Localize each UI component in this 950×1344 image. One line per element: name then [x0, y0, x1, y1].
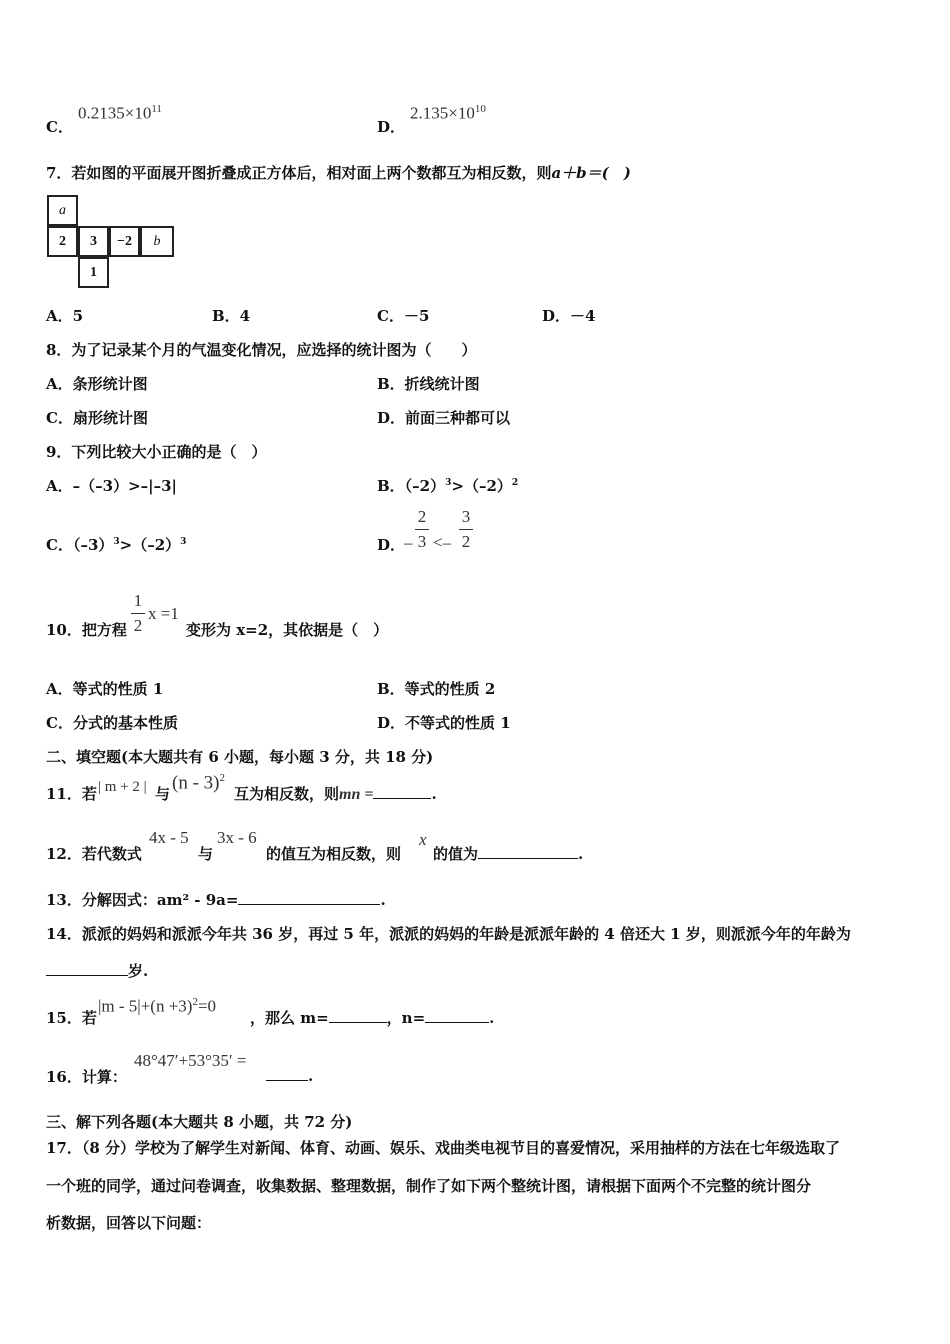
q10-option-b: B．等式的性质 2	[377, 680, 496, 698]
q10-post: 变形为 x=2，其依据是（ ）	[186, 621, 389, 639]
q12-with: 与	[198, 845, 214, 863]
q11-pre: 11．若	[46, 785, 97, 803]
q12-pre: 12．若代数式	[46, 845, 142, 863]
q12-post: 的值为 .	[433, 845, 584, 863]
q10-pre: 10．把方程	[46, 621, 127, 639]
q9-d-fraction-1: 2 3	[415, 507, 429, 552]
net-cell-1: 1	[78, 257, 109, 288]
q17-line-3: 析数据，回答以下问题：	[46, 1214, 212, 1232]
q13: 13．分解因式：am² - 9a= .	[46, 891, 386, 909]
q9-d-fraction-2: 3 2	[459, 507, 473, 552]
q7-option-b: B．4	[212, 307, 251, 325]
q16-expr: 48°47′+53°35′ =	[134, 1051, 247, 1070]
q6-option-d-label: D．	[377, 118, 406, 136]
q9-option-d-label: D．	[377, 536, 406, 554]
q17-line-2: 一个班的同学，通过问卷调查，收集数据、整理数据，制作了如下两个整统计图，请根据下面两个不完整的统计图分	[46, 1177, 812, 1195]
q6-option-c-label: C．	[46, 118, 73, 136]
section-3-heading: 三、解下列各题(本大题共 8 小题，共 72 分)	[46, 1113, 353, 1131]
q8-option-c: C．扇形统计图	[46, 409, 148, 427]
q9-d-less-than: <–	[433, 533, 452, 552]
q8-stem: 8．为了记录某个月的气温变化情况，应选择的统计图为（ ）	[46, 341, 477, 359]
q7-stem: 7．若如图的平面展开图折叠成正方体后，相对面上两个数都互为相反数，则a＋b＝( )	[46, 164, 631, 182]
q9-d-minus: –	[404, 533, 413, 552]
q10-option-c: C．分式的基本性质	[46, 714, 178, 732]
q10-fraction: 1 2	[131, 591, 145, 636]
q12-expr-2: 3x - 6	[217, 828, 257, 847]
q6-option-d-value: $2.135\times 10^{10}$	[410, 103, 486, 123]
q16-pre: 16．计算：	[46, 1068, 127, 1086]
q7-option-c: C．－5	[377, 307, 430, 325]
q8-option-a: A．条形统计图	[46, 375, 148, 393]
net-cell-a: a	[47, 195, 78, 226]
q11-post: 互为相反数，则mn = .	[234, 785, 437, 803]
q6-option-c-value: $0.2135\times 10^{11}$	[78, 103, 162, 123]
q15-post: ，那么 m= ，n= .	[250, 1009, 495, 1027]
q12-x: x	[419, 830, 427, 849]
q12-mid: 的值互为相反数，则	[266, 845, 402, 863]
q17-line-1: 17．（8 分）学校为了解学生对新闻、体育、动画、娱乐、戏曲类电视节目的喜爱情况，采用抽样的方法在七年级选取了	[46, 1139, 841, 1157]
q14-line-2: 岁.	[46, 960, 148, 981]
q11-with: 与	[155, 785, 171, 803]
q15-pre: 15．若	[46, 1009, 97, 1027]
q9-option-b: B．$(-2)^3>(-2)^2$	[377, 477, 519, 495]
q9-stem: 9．下列比较大小正确的是（ ）	[46, 443, 267, 461]
q11-abs: | m + 2 |	[98, 779, 147, 795]
q10-option-d: D．不等式的性质 1	[377, 714, 511, 732]
section-2-heading: 二、填空题(本大题共有 6 小题，每小题 3 分，共 18 分)	[46, 748, 434, 766]
q15-expr: $|m - 5|+(n +3)^2=0$	[98, 996, 217, 1016]
q10-option-a: A．等式的性质 1	[46, 680, 164, 698]
q9-option-a: A．–（–3）>–|–3|	[46, 477, 177, 495]
q8-option-d: D．前面三种都可以	[377, 409, 511, 427]
net-cell-minus2: −2	[109, 226, 140, 257]
net-cell-2: 2	[47, 226, 78, 257]
q7-option-a: A．5	[46, 307, 84, 325]
q7-option-d: D．－4	[542, 307, 596, 325]
q10-equation: x =1	[148, 604, 179, 623]
net-cell-b: b	[140, 226, 174, 257]
q16-blank: .	[266, 1066, 313, 1085]
q9-option-c: C．$(-3)^3>(-2)^3$	[46, 536, 187, 554]
q8-option-b: B．折线统计图	[377, 375, 480, 393]
q11-paren: (n - 3)$^2$	[172, 772, 225, 794]
q12-expr-1: 4x - 5	[149, 828, 189, 847]
q14-line-1: 14．派派的妈妈和派派今年共 36 岁，再过 5 年，派派的妈妈的年龄是派派年龄的 4 倍还大 1 岁，则派派今年的年龄为	[46, 925, 851, 943]
net-cell-3: 3	[78, 226, 109, 257]
